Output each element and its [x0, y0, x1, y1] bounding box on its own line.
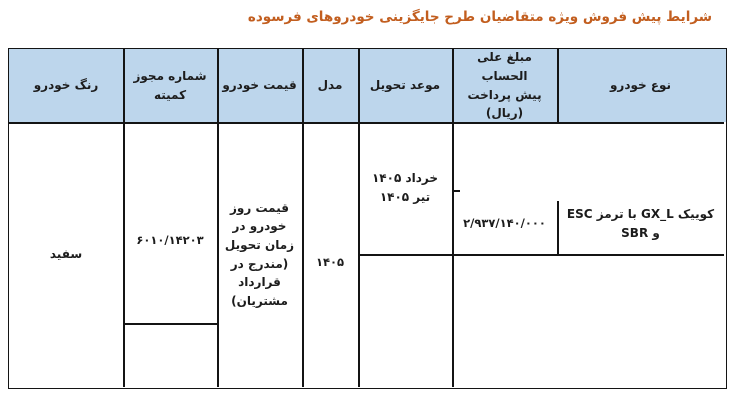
page-title: شرایط پیش فروش ویژه متقاضیان طرح جایگزینی خودروهای فرسوده [247, 9, 712, 25]
header-car-type: نوع خودرو [609, 78, 672, 93]
cell-car-color: سفید [49, 247, 83, 262]
header-prepayment-line1: مبلغ علی الحساب [477, 50, 532, 83]
row-tick-mark [452, 190, 460, 192]
header-prepayment-line3: (ریال) [485, 106, 524, 121]
row-line-permit-column [123, 323, 217, 325]
cell-car-price: قیمت روز خودرو در زمان تحویل (مندرج در قرارداد مشتریان) [224, 200, 295, 308]
cell-model: ۱۴۰۵ [315, 255, 345, 270]
delivery-date-line1: خرداد ۱۴۰۵ [371, 171, 439, 186]
delivery-date-line2: تیر ۱۴۰۵ [379, 190, 431, 204]
header-car-color: رنگ خودرو [33, 78, 99, 93]
header-permit-line1: شماره مجوز [133, 68, 207, 83]
cell-delivery-date [358, 122, 452, 254]
cell-prepayment: ۲/۹۳۷/۱۴۰/۰۰۰ [463, 216, 546, 231]
cell-permit-number: ۶۰۱۰/۱۴۲۰۳ [136, 233, 204, 248]
header-model: مدل [317, 78, 343, 93]
header-permit-line2: کمیته [153, 87, 187, 102]
cell-car-type: کوییک GX_L با ترمز ESC و SBR [566, 207, 715, 240]
row-line-right-block [358, 254, 724, 256]
header-car-price: قیمت خودرو [222, 78, 297, 93]
header-delivery-date: موعد تحویل [369, 78, 441, 93]
header-prepayment-line2: پیش پرداخت [467, 87, 542, 102]
pre-sale-conditions-table [8, 48, 727, 389]
header-prepayment [452, 49, 557, 122]
header-permit-number [123, 49, 217, 122]
